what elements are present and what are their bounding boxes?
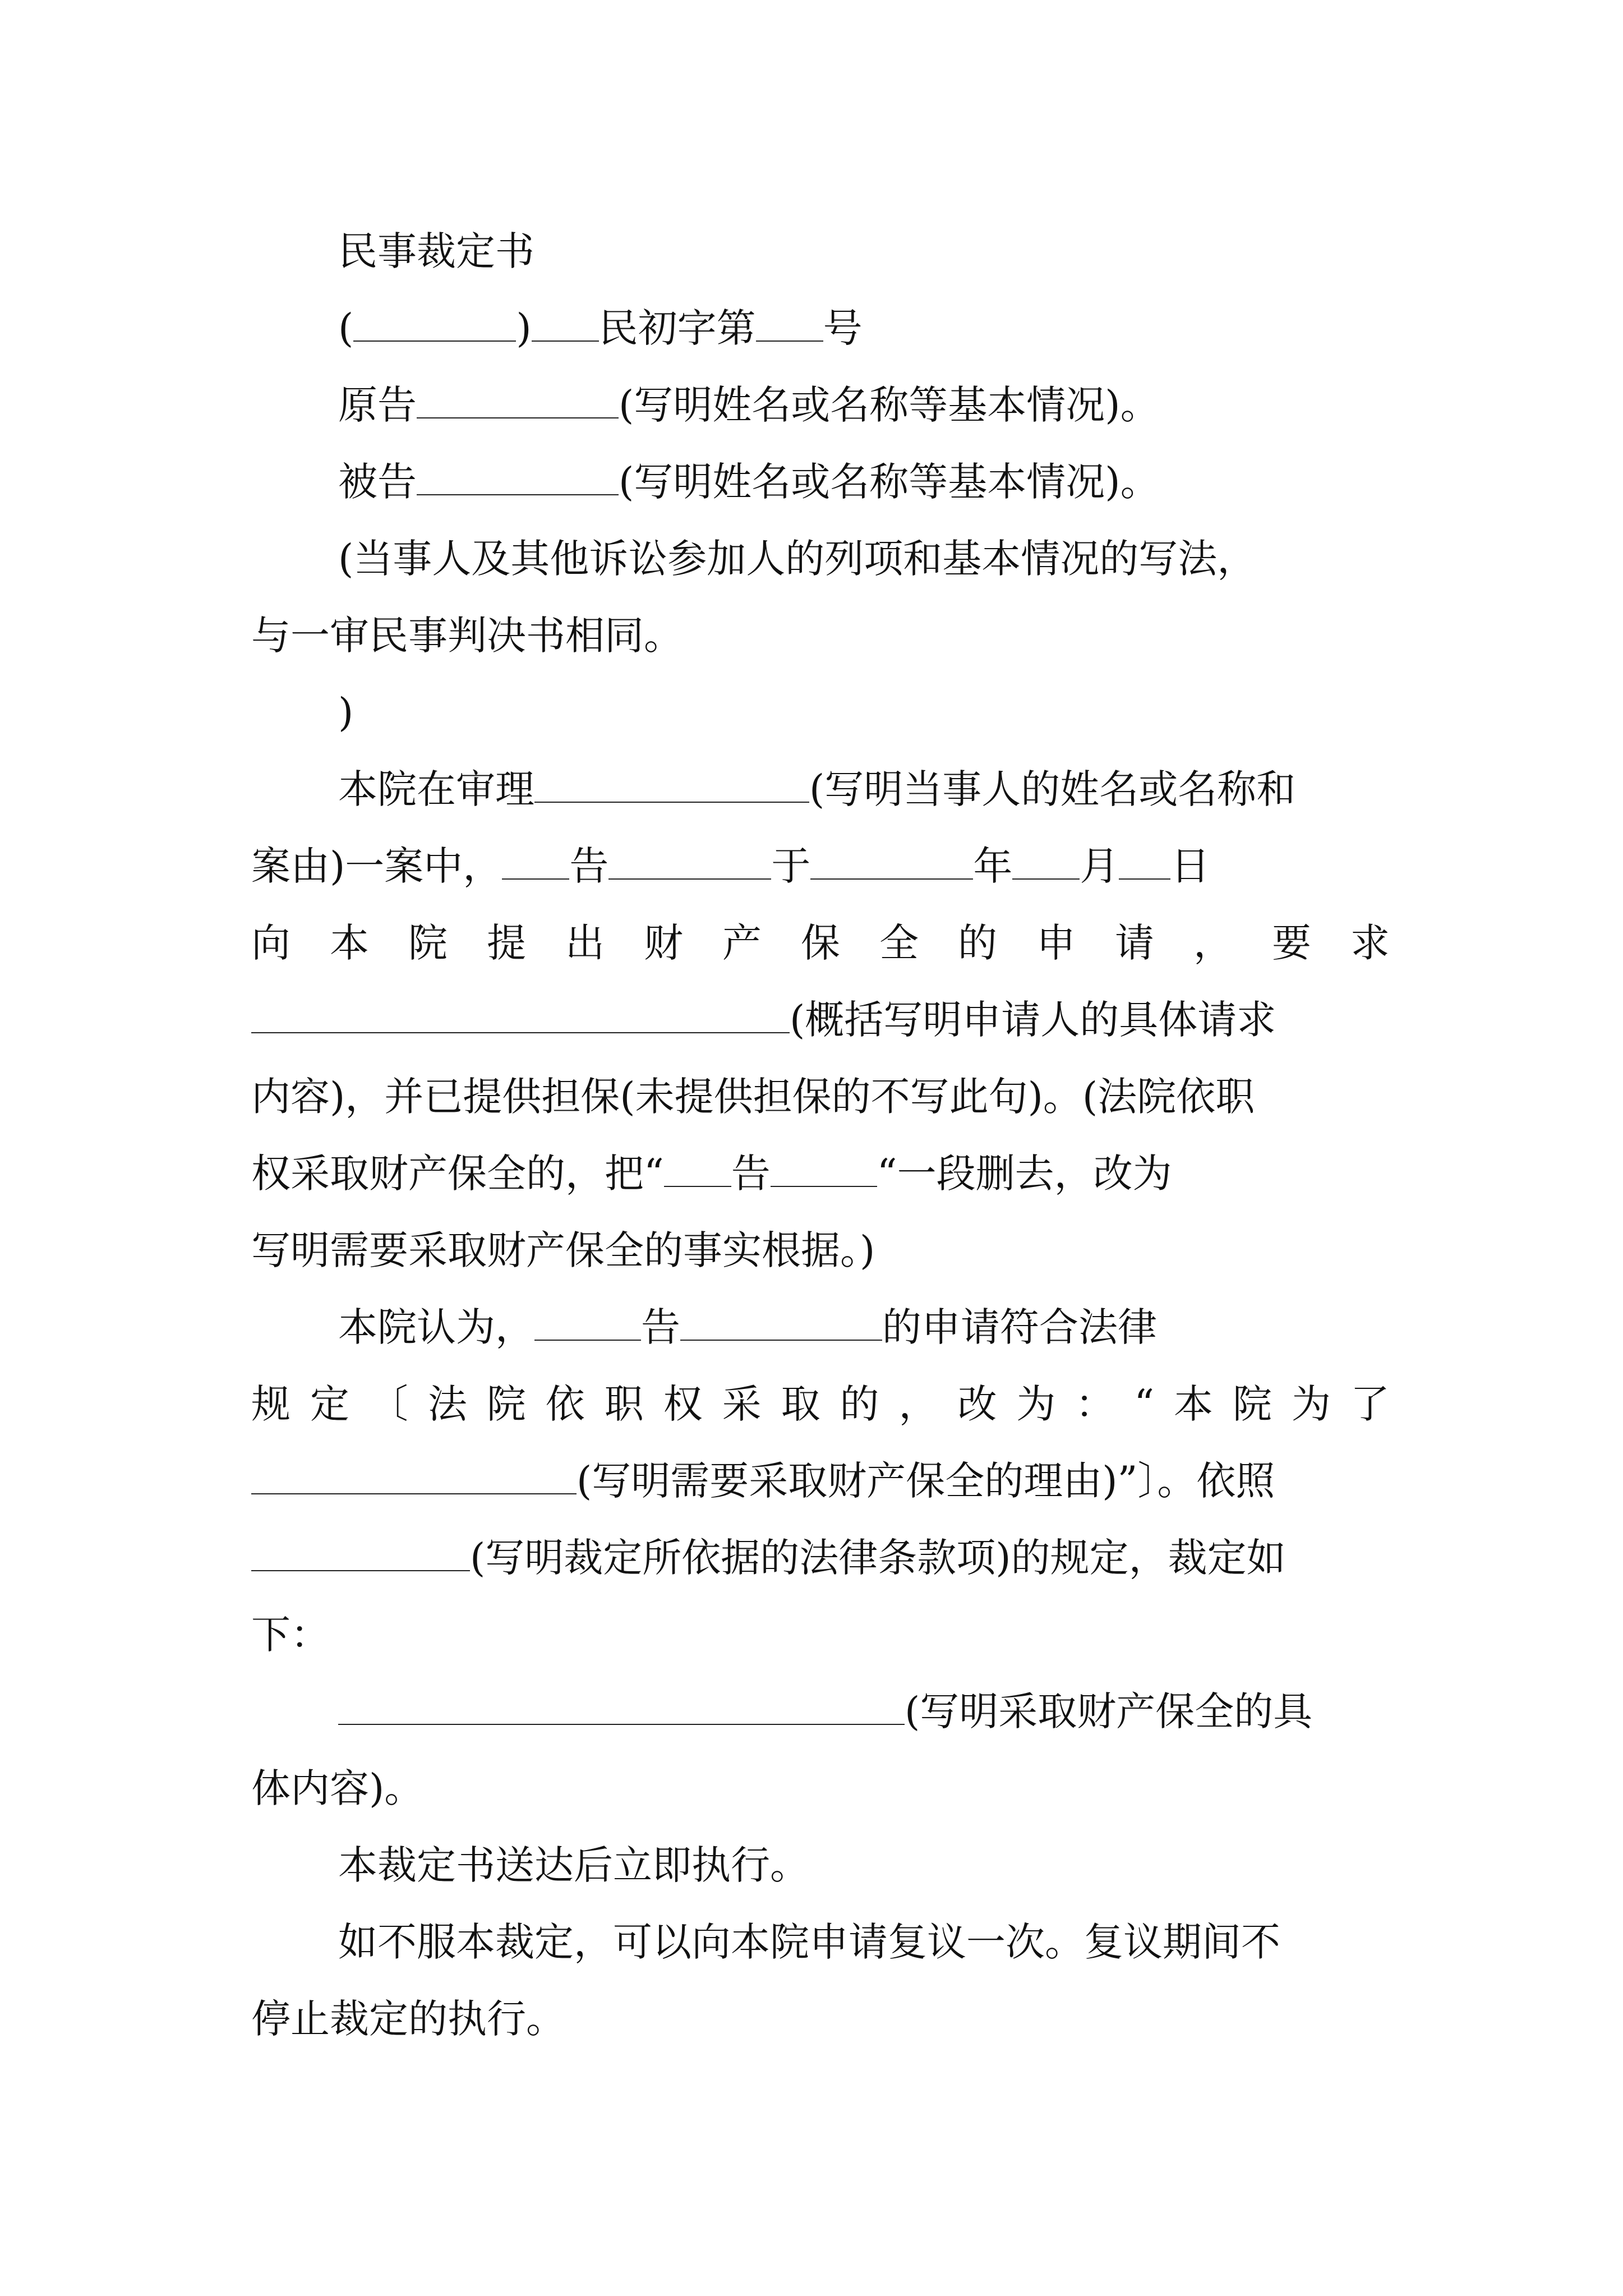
para1-line-5 [251,1059,1390,1135]
blank-preservation-reason [251,1458,577,1494]
plaintiff-label: 原告 [338,382,417,428]
para1-line-6 [251,1135,1390,1212]
para1-l3-char: 提 [487,920,526,966]
document-title [251,213,1390,290]
para2-l2-char: 职 [604,1381,644,1427]
plaintiff-line [251,367,1390,444]
para1-l3-char: ， [1193,920,1233,966]
defendant-label: 被告 [338,459,417,505]
para2-l2-char: 取 [781,1381,820,1427]
para2-l2-char: 为 [1016,1381,1056,1427]
ruling-line-2 [251,1750,1390,1827]
para1-l3-char: 求 [1350,920,1390,966]
para1-day-label: 日 [1170,843,1210,889]
para1-line-2 [251,828,1390,905]
blank-apply-month [1012,844,1080,880]
para1-l3-char: 申 [1036,920,1076,966]
case-number-suffix: 号 [823,305,863,351]
para1-l3-char: 向 [251,920,291,966]
para2-line-2 [251,1366,1390,1443]
blank-applicant [608,844,771,880]
para1-year-label: 年 [973,843,1013,889]
para1-l3-char: 全 [879,920,919,966]
para1-l3-char: 保 [801,920,840,966]
para2-l2-char: 〔 [368,1381,408,1427]
ruling-note: (写明采取财产保全的具 [905,1688,1313,1734]
blank-year [532,306,599,342]
para2-l2-char: 本 [1174,1381,1214,1427]
para1-request-note: (概括写明申请人的具体请求 [790,997,1276,1043]
ruling-note-cont: 体内容)。 [251,1765,424,1811]
para1-l3-char: 要 [1272,920,1311,966]
para1-yu: 于 [771,843,811,889]
appeal-line-2 [251,1981,1390,2058]
para1-month-label: 月 [1080,843,1119,889]
para2-gao: 告 [641,1304,680,1350]
para2-legal-basis-note: (写明裁定所依据的法律条款项)的规定，裁定如 [470,1535,1286,1581]
para1-line-3 [251,905,1390,982]
para1-facts-text: 写明需要采取财产保全的事实根据。) [251,1227,875,1273]
para2-l2-char: 的 [840,1381,879,1427]
para2-l2-char: 改 [957,1381,997,1427]
para2-l2-char: ： [1075,1381,1115,1427]
para1-ex-officio-text: 权采取财产保全的，把“ [251,1151,664,1197]
blank-number [756,306,823,342]
appeal-text-1: 如不服本裁定，可以向本院申请复议一次。复议期间不 [338,1919,1280,1965]
para2-l2-char: 权 [663,1381,703,1427]
para2-line-3 [251,1443,1390,1520]
blank-apply-day [1119,844,1170,880]
blank-plaintiff [417,383,619,418]
para1-l3-char: 产 [722,920,762,966]
para2-l2-char: 依 [545,1381,585,1427]
parties-note-text-3: ) [338,689,354,735]
para1-guarantee-text: 内容)，并已提供担保(未提供担保的不写此句)。(法院依职 [251,1074,1255,1120]
effect-line [251,1827,1390,1904]
blank-defendant [417,459,619,495]
para2-l2-char: 了 [1350,1381,1390,1427]
para2-l2-char: ， [898,1381,938,1427]
para2-compliance-text: 的申请符合法律 [882,1304,1157,1350]
ruling-line-1 [251,1673,1390,1750]
document-page [251,213,1390,2058]
blank-request-content [251,997,790,1033]
case-number-line [251,290,1390,367]
blank-ruling-content [338,1689,905,1725]
para1-quote-gao: 告 [731,1151,771,1197]
para2-court-opinion: 本院认为， [338,1304,534,1350]
appeal-line-1 [251,1904,1390,1981]
para2-l2-char: 法 [427,1381,467,1427]
blank-legal-basis [251,1535,470,1571]
case-number-middle: 民初字第 [598,305,756,351]
blank-opinion-name [680,1305,882,1341]
para1-l3-char: 请 [1115,920,1154,966]
blank-apply-year [810,844,973,880]
para2-l2-char: 采 [722,1381,762,1427]
para2-l2-char: 定 [310,1381,349,1427]
para1-delete-text: “一段删去，改为 [877,1151,1172,1197]
para2-reason-note: (写明需要采取财产保全的理由)”〕。依照 [577,1458,1275,1504]
para1-suffix: (写明当事人的姓名或名称和 [809,766,1296,812]
para2-l2-char: 为 [1291,1381,1331,1427]
para1-l3-char: 本 [330,920,369,966]
plaintiff-note: (写明姓名或名称等基本情况)。 [619,382,1160,428]
parties-note-line-3 [251,674,1390,751]
para1-l3-char: 财 [644,920,683,966]
para2-line-4 [251,1520,1390,1596]
para1-line-4 [251,982,1390,1059]
para2-ruling-intro: 下： [251,1612,330,1658]
title-text: 民事裁定书 [338,228,534,274]
para1-l3-char: 的 [958,920,997,966]
blank-case-parties [534,767,809,803]
case-number-close: ) [516,305,532,351]
para2-l2-char: “ [1134,1381,1155,1427]
parties-note-text-1: (当事人及其他诉讼参加人的列项和基本情况的写法， [338,536,1257,582]
parties-note-line-2 [251,597,1390,674]
blank-quote-name [771,1151,877,1187]
defendant-line [251,444,1390,521]
para2-l2-char: 院 [1233,1381,1272,1427]
parties-note-line-1 [251,521,1390,597]
para1-prefix: 本院在审理 [338,766,534,812]
defendant-note: (写明姓名或名称等基本情况)。 [619,459,1160,505]
para1-l3-char: 院 [408,920,448,966]
blank-quote-role [664,1151,731,1187]
para1-case-cause: 案由)一案中， [251,843,502,889]
appeal-text-2: 停止裁定的执行。 [251,1996,565,2042]
para2-line-5 [251,1596,1390,1673]
para1-line-1 [251,751,1390,828]
para2-line-1 [251,1289,1390,1366]
para1-line-7 [251,1212,1390,1289]
blank-party-role [502,844,569,880]
para2-l2-char: 规 [251,1381,291,1427]
effect-text: 本裁定书送达后立即执行。 [338,1842,809,1888]
blank-opinion-role [534,1305,641,1341]
parties-note-text-2: 与一审民事判决书相同。 [251,613,683,659]
blank-court-abbrev [353,306,516,342]
case-number-open: ( [338,305,354,351]
para1-l3-char: 出 [565,920,605,966]
para1-gao: 告 [569,843,609,889]
para2-l2-char: 院 [486,1381,526,1427]
